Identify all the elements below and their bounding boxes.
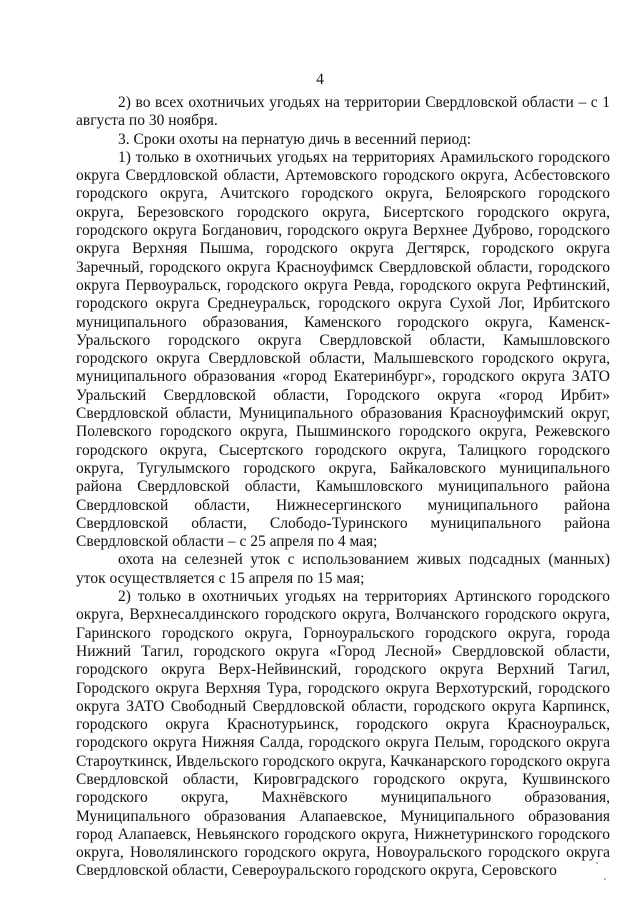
- page-number: 4: [316, 71, 324, 88]
- paragraph-item-2-1-autumn-season: 2) во всех охотничьих угодьях на территории Свердловской области – с 1 августа по 30 ноября.: [76, 94, 610, 130]
- paragraph-decoy-duck-hunting: охота на селезней уток с использованием живых подсадных (манных) уток осуществляется с 15 апреля по 15 мая;: [76, 551, 610, 587]
- paragraph-item-3-1-spring-territories: 1) только в охотничьих угодьях на территориях Арамильского городского округа Свердловской области, Артемовского городского округа, Асбестовского городского округа, Ачитского городского округа, Белоярского городского округа, Березовского городского округа, Бисертского городского округа, городского округа Богданович, городского округа Верхнее Дуброво, городского округа Верхняя Пышма, городского округа Дегтярск, городского округа Заречный, городского округа Красноуфимск Свердловской области, городского округа Первоуральск, городского округа Ревда, городского округа Рефтинский, городского округа Среднеуральск, городского округа Сухой Лог, Ирбитского муниципального образования, Каменского городского округа, Каменск-Уральского городского округа Свердловской области, Камышловского городского округа Свердловской области, Малышевского городского округа, муниципального образования «город Екатеринбург», городского округа ЗАТО Уральский Свердловской области, Городского округа «город Ирбит» Свердловской области, Муниципального образования Красноуфимский округ, Полевского городского округа, Пышминского городского округа, Режевского городского округа, Сысертского городского округа, Талицкого городского округа, Тугулымского городского округа, Байкаловского муниципального района Свердловской области, Камышловского муниципального района Свердловской области, Нижнесергинского муниципального района Свердловской области, Слободо-Туринского муниципального района Свердловской области – с 25 апреля по 4 мая;: [76, 148, 610, 551]
- scan-speck: [604, 878, 606, 880]
- paragraph-section-3-heading: 3. Сроки охоты на пернатую дичь в весенний период:: [118, 130, 472, 148]
- paragraph-item-3-2-spring-territories: 2) только в охотничьих угодьях на территориях Артинского городского округа, Верхнесалдинского городского округа, Волчанского городского округа, Гаринского городского округа, Горноуральского городского округа, города Нижний Тагил, городского округа «Город Лесной» Свердловской области, городского округа Верх-Нейвинский, городского округа Верхний Тагил, Городского округа Верхняя Тура, городского округа Верхотурский, городского округа ЗАТО Свободный Свердловской области, городского округа Карпинск, городского округа Краснотурьинск, городского округа Красноуральск, городского округа Нижняя Салда, городского округа Пелым, городского округа Староуткинск, Ивдельского городского округа, Качканарского городского округа Свердловской области, Кировградского городского округа, Кушвинского городского округа, Махнёвского муниципального образования, Муниципального образования Алапаевское, Муниципального образования город Алапаевск, Невьянского городского округа, Нижнетуринского городского округа, Новолялинского городского округа, Новоуральского городского округа Свердловской области, Североуральского городского округа, Серовского: [76, 588, 610, 880]
- document-body: [76, 94, 610, 881]
- scan-speck: [596, 862, 598, 864]
